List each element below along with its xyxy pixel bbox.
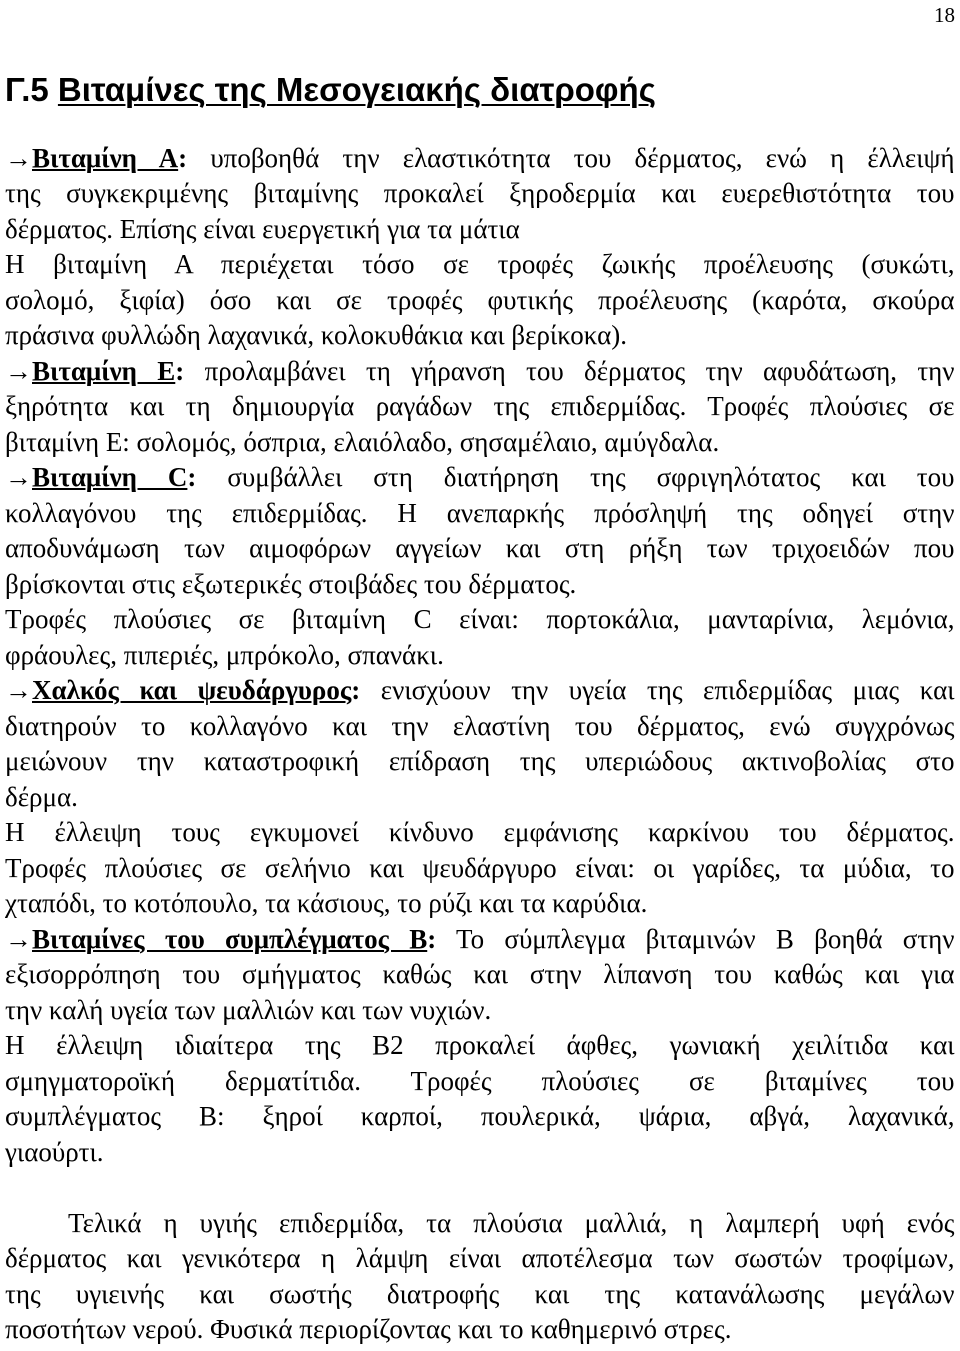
copper-zinc-label: Χαλκός και ψευδάργυρος — [32, 675, 352, 705]
text-line — [5, 1028, 955, 1064]
line-text: σμηγματοροϊκή δερματίτιδα. Τροφές πλούσιες σε βιταμίνες του — [5, 1065, 955, 1096]
line-text: της υγιεινής και σωστής διατροφής και της κατανάλωσης μεγάλων — [5, 1278, 955, 1309]
line-text: της συγκεκριμένης βιταμίνης προκαλεί ξηροδερμία και ευερεθιστότητα του — [5, 178, 955, 208]
vitamin-c-lead-line — [5, 460, 955, 496]
text-line — [5, 176, 955, 212]
line-text: Το σύμπλεγμα βιταμινών Β βοηθά στην — [456, 923, 955, 954]
page-number: 18 — [934, 3, 955, 27]
line-text: Τροφές πλούσιες σε σελήνιο και ψευδάργυρο είναι: οι γαρίδες, τα μύδια, το — [5, 852, 955, 883]
line-text: γιαούρτι. — [5, 1136, 104, 1167]
line-text: Τροφές πλούσιες σε βιταμίνη C είναι: πορτοκάλια, μανταρίνια, λεμόνια, — [5, 604, 955, 634]
document-body — [5, 141, 955, 1348]
conclusion-paragraph — [5, 1206, 955, 1348]
text-line — [5, 389, 955, 425]
text-line — [5, 993, 955, 1029]
text-line — [5, 318, 955, 354]
arrow-icon: → — [5, 142, 32, 173]
text-line — [5, 1099, 955, 1135]
text-line — [5, 957, 955, 993]
label-colon: : — [178, 142, 188, 173]
text-line — [5, 1064, 955, 1100]
line-text: σολομό, ξιφία) όσο και σε τροφές φυτικής προέλευσης (καρότα, σκούρα — [5, 284, 955, 315]
line-text: συμβάλλει στη διατήρηση της σφριγηλότατος και του — [227, 462, 955, 492]
line-text: μειώνουν την καταστροφική επίδραση της υπεριώδους ακτινοβολίας στο — [5, 746, 955, 776]
section-heading — [5, 70, 656, 110]
line-text: ξηρότητα και τη δημιουργία ραγάδων της επιδερμίδας. Τροφές πλούσιες σε — [5, 391, 955, 421]
vitamin-b-label: Βιταμίνες του συμπλέγματος Β — [32, 923, 428, 954]
text-line — [5, 212, 955, 248]
copper-zinc-lead-line — [5, 673, 955, 709]
line-text: Η έλλειψη τους εγκυμονεί κίνδυνο εμφάνισης καρκίνου του δέρματος. — [5, 817, 955, 847]
vitamin-e-section — [5, 354, 955, 461]
vitamin-a-label: Βιταμίνη Α — [32, 142, 179, 173]
text-line — [5, 1135, 955, 1171]
line-text: πράσινα φυλλώδη λαχανικά, κολοκυθάκια και βερίκοκα). — [5, 320, 627, 350]
line-text: δέρματος. Επίσης είναι ευεργετική για τα μάτια — [5, 213, 520, 244]
text-line — [5, 886, 955, 922]
line-text: την καλή υγεία των μαλλιών και των νυχιών. — [5, 994, 492, 1025]
arrow-icon: → — [5, 462, 32, 492]
copper-zinc-section — [5, 673, 955, 922]
line-text: βιταμίνη Ε: σολομός, όσπρια, ελαιόλαδο, σησαμέλαιο, αμύγδαλα. — [5, 426, 720, 457]
arrow-icon: → — [5, 923, 32, 954]
text-line — [5, 851, 955, 887]
text-line — [5, 567, 955, 603]
label-colon: : — [427, 923, 437, 954]
vitamin-b-complex-section — [5, 922, 955, 1171]
line-text: βρίσκονται στις εξωτερικές στοιβάδες του δέρματος. — [5, 568, 577, 599]
text-line — [5, 815, 955, 851]
text-line — [5, 780, 955, 816]
line-text: εξισορρόπηση του σμήγματος καθώς και στην λίπανση του καθώς και για — [5, 959, 955, 989]
arrow-icon: → — [5, 675, 32, 705]
label-colon: : — [187, 462, 197, 492]
vitamin-c-section — [5, 460, 955, 673]
text-line — [5, 602, 955, 638]
text-line — [5, 1312, 955, 1348]
line-text: κολλαγόνου της επιδερμίδας. Η ανεπαρκής πρόσληψή της οδηγεί στην — [5, 497, 955, 528]
line-text: αποδυνάμωση των αιμοφόρων αγγείων και στη ρήξη των τριχοειδών που — [5, 533, 955, 563]
line-text: Τελικά η υγιής επιδερμίδα, τα πλούσια μαλλιά, η λαμπερή υφή ενός — [68, 1207, 955, 1238]
line-text: ποσοτήτων νερού. Φυσικά περιορίζοντας και το καθημερινό στρες. — [5, 1314, 732, 1344]
text-line — [5, 638, 955, 674]
text-line — [5, 1206, 955, 1242]
heading-number: Γ.5 — [5, 71, 49, 108]
text-line — [5, 1277, 955, 1313]
text-line — [5, 496, 955, 532]
line-text: δέρμα. — [5, 781, 78, 812]
line-text: Η βιταμίνη Α περιέχεται τόσο σε τροφές ζωικής προέλευσης (συκώτι, — [5, 249, 955, 279]
arrow-icon: → — [5, 355, 32, 386]
line-text: δέρματος και γενικότερα η λάμψη είναι αποτέλεσμα των σωστών τροφίμων, — [5, 1243, 955, 1273]
vitamin-a-lead-line — [5, 141, 955, 177]
vitamin-e-label: Βιταμίνη Ε — [32, 355, 176, 386]
vitamin-b-lead-line — [5, 922, 955, 958]
text-line — [5, 744, 955, 780]
line-text: συμπλέγματος Β: ξηροί καρποί, πουλερικά, ψάρια, αβγά, λαχανικά, — [5, 1101, 955, 1131]
line-text: υποβοηθά την ελαστικότητα του δέρματος, ενώ η έλλειψή — [210, 142, 955, 173]
text-line — [5, 247, 955, 283]
label-colon: : — [175, 355, 185, 386]
text-line — [5, 709, 955, 745]
line-text: φράουλες, πιπεριές, μπρόκολο, σπανάκι. — [5, 639, 444, 670]
vitamin-a-section — [5, 141, 955, 354]
vitamin-e-lead-line — [5, 354, 955, 390]
text-line — [5, 425, 955, 461]
line-text: προλαμβάνει τη γήρανση του δέρματος την αφυδάτωση, την — [204, 355, 955, 386]
line-text: Η έλλειψη ιδιαίτερα της Β2 προκαλεί άφθες, γωνιακή χειλίτιδα και — [5, 1030, 955, 1060]
text-line — [5, 283, 955, 319]
line-text: χταπόδι, το κοτόπουλο, τα κάσιους, το ρύζι και τα καρύδια. — [5, 888, 648, 918]
line-text: διατηρούν το κολλαγόνο και την ελαστίνη του δέρματος, ενώ συγχρόνως — [5, 710, 955, 741]
paragraph-spacer — [5, 1170, 955, 1206]
text-line — [5, 531, 955, 567]
text-line — [5, 1241, 955, 1277]
vitamin-c-label: Βιταμίνη C — [32, 462, 188, 492]
line-text: ενισχύουν την υγεία της επιδερμίδας μιας και — [380, 675, 955, 705]
heading-title: Βιταμίνες της Μεσογειακής διατροφής — [57, 71, 656, 108]
label-colon: : — [351, 675, 361, 705]
